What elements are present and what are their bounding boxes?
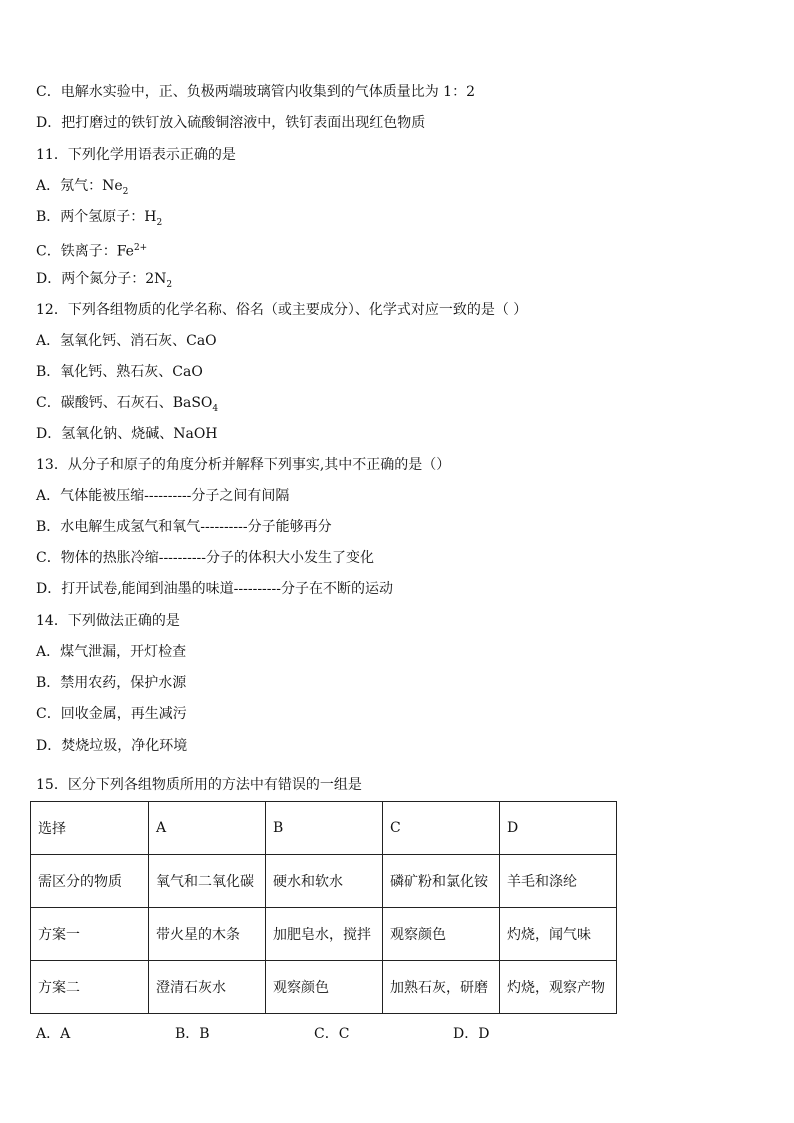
q12-option-b: B．氧化钙、熟石灰、CaO xyxy=(36,364,203,380)
table-cell: 加熟石灰，研磨 xyxy=(383,961,500,1014)
table-cell: 灼烧，观察产物 xyxy=(500,961,617,1014)
q11-option-d xyxy=(36,270,172,294)
question-15: 15．区分下列各组物质所用的方法中有错误的一组是 xyxy=(36,777,362,793)
q11-option-c xyxy=(36,239,147,261)
table-cell: 加肥皂水，搅拌 xyxy=(266,908,383,961)
q11-option-d-text: D．两个氮分子：2N xyxy=(36,271,167,287)
q13-option-a: A．气体能被压缩----------分子之间有间隔 xyxy=(36,488,290,504)
q11-option-a-text: A．氖气：Ne xyxy=(36,178,123,194)
q11-option-a xyxy=(36,177,128,201)
question-13: 13．从分子和原子的角度分析并解释下列事实,其中不正确的是（） xyxy=(36,457,451,473)
table-cell: 方案二 xyxy=(31,961,149,1014)
table-cell: A xyxy=(149,802,266,855)
q11-option-b-sub: 2 xyxy=(156,217,163,228)
table-cell: 观察颜色 xyxy=(383,908,500,961)
q15-answer-d: D．D xyxy=(453,1026,490,1042)
q15-answer-c: C．C xyxy=(314,1026,350,1042)
q15-answers xyxy=(36,1023,489,1043)
question-14: 14．下列做法正确的是 xyxy=(36,613,180,629)
table-cell: 方案一 xyxy=(31,908,149,961)
q15-answer-a: A．A xyxy=(36,1026,71,1042)
table-cell: 带火星的木条 xyxy=(149,908,266,961)
option-d-prev: D．把打磨过的铁钉放入硫酸铜溶液中，铁钉表面出现红色物质 xyxy=(36,115,426,131)
table-row xyxy=(31,961,617,1014)
table-row xyxy=(31,855,617,908)
q14-option-d: D．焚烧垃圾，净化环境 xyxy=(36,738,188,754)
table-cell: 磷矿粉和氯化铵 xyxy=(383,855,500,908)
q15-table xyxy=(30,801,617,1014)
q14-option-a: A．煤气泄漏，开灯检查 xyxy=(36,644,187,660)
table-cell: 氧气和二氧化碳 xyxy=(149,855,266,908)
q13-option-b: B．水电解生成氢气和氧气----------分子能够再分 xyxy=(36,519,332,535)
q14-option-c: C．回收金属，再生减污 xyxy=(36,706,187,722)
q13-option-c: C．物体的热胀冷缩----------分子的体积大小发生了变化 xyxy=(36,550,375,566)
table-cell: 硬水和软水 xyxy=(266,855,383,908)
question-11: 11．下列化学用语表示正确的是 xyxy=(36,147,236,163)
q12-option-c xyxy=(36,394,218,418)
table-cell: C xyxy=(383,802,500,855)
table-row xyxy=(31,802,617,855)
table-cell: 灼烧，闻气味 xyxy=(500,908,617,961)
table-cell: 观察颜色 xyxy=(266,961,383,1014)
q12-option-d: D．氢氧化钠、烧碱、NaOH xyxy=(36,426,218,442)
table-row xyxy=(31,908,617,961)
q12-option-c-text: C．碳酸钙、石灰石、BaSO xyxy=(36,395,213,411)
table-cell: 羊毛和涤纶 xyxy=(500,855,617,908)
q14-option-b: B．禁用农药，保护水源 xyxy=(36,675,187,691)
table-cell: 澄清石灰水 xyxy=(149,961,266,1014)
q15-answer-b: B．B xyxy=(175,1026,210,1042)
table-cell: 需区分的物质 xyxy=(31,855,149,908)
q11-option-d-sub: 2 xyxy=(166,279,173,290)
q11-option-b xyxy=(36,208,162,232)
q11-option-b-text: B．两个氢原子：H xyxy=(36,209,157,225)
q12-option-c-sub: 4 xyxy=(212,403,219,414)
question-12: 12．下列各组物质的化学名称、俗名（或主要成分）、化学式对应一致的是（ ） xyxy=(36,302,528,318)
table-cell: D xyxy=(500,802,617,855)
q11-option-a-sub: 2 xyxy=(122,186,129,197)
table-cell: B xyxy=(266,802,383,855)
option-c-prev: C．电解水实验中，正、负极两端玻璃管内收集到的气体质量比为 1：2 xyxy=(36,84,475,100)
q11-option-c-sup: 2+ xyxy=(133,243,148,253)
q11-option-c-text: C．铁离子：Fe xyxy=(36,243,134,260)
q13-option-d: D．打开试卷,能闻到油墨的味道----------分子在不断的运动 xyxy=(36,581,393,597)
table-cell: 选择 xyxy=(31,802,149,855)
q12-option-a: A．氢氧化钙、消石灰、CaO xyxy=(36,333,217,349)
